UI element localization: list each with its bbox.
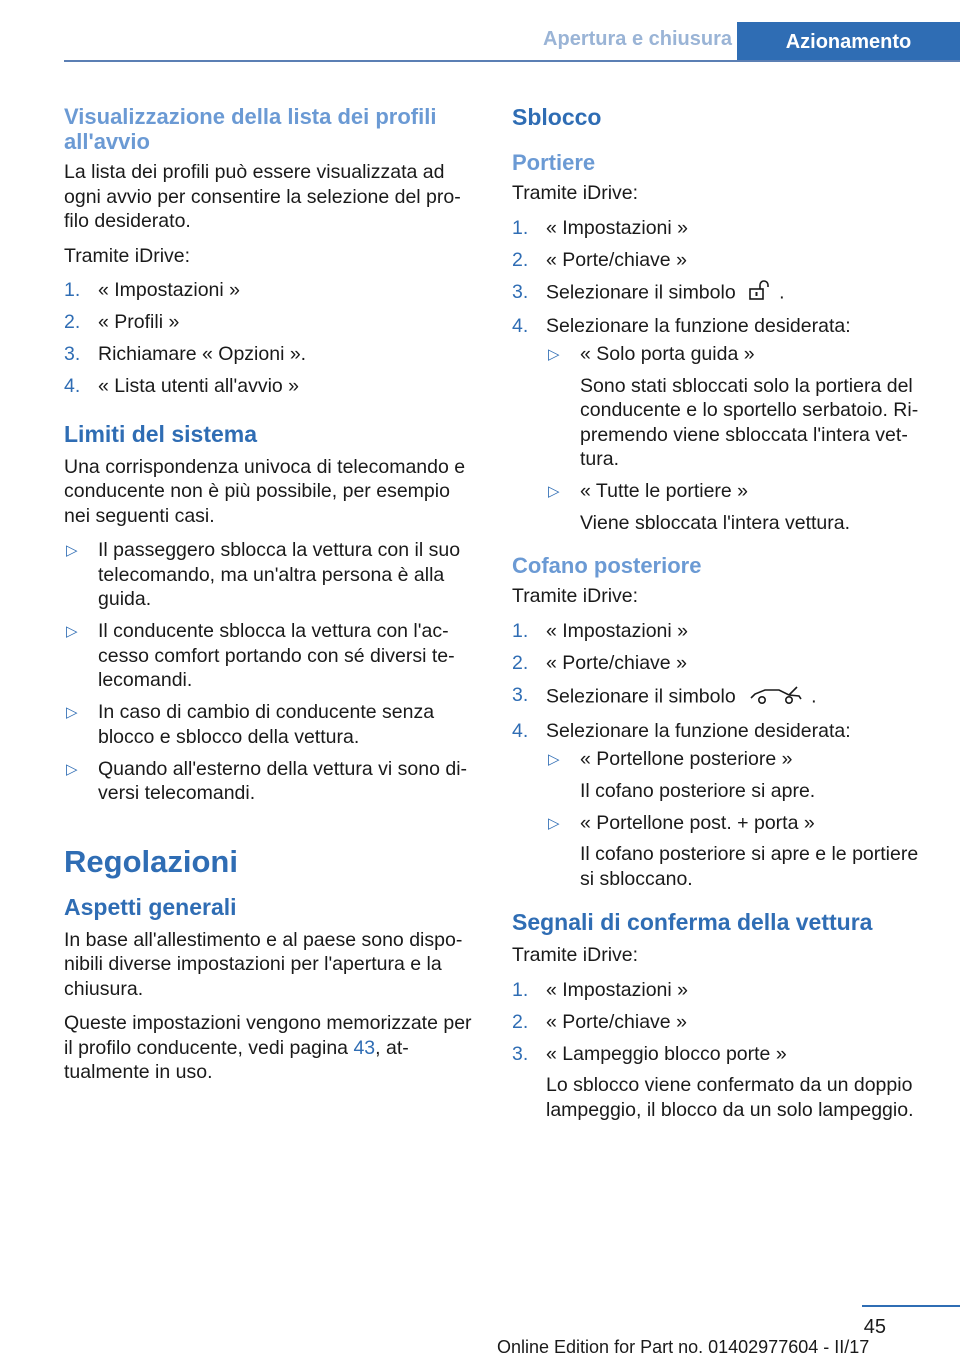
triangle-bullet-icon: ▷ bbox=[548, 814, 560, 832]
list-item: 4. Selezionare la funzione desiderata: ▷ « Solo porta guida » Sono stati sbloccati solo la portiera del conducente e lo sportello serbatoio. Ripremendo viene sbloccata l'intera vettura. ▷ « Tutte le portiere » Viene sbloccata l'intera vettura. bbox=[512, 314, 932, 536]
list-item: ▷ « Tutte le portiere » Viene sbloccata l'intera vettura. bbox=[548, 480, 851, 534]
triangle-bullet-icon: ▷ bbox=[66, 704, 78, 721]
header-rule bbox=[64, 60, 960, 62]
system-limits-bullets bbox=[64, 538, 476, 806]
chapter-tab[interactable]: Azionamento bbox=[737, 22, 960, 62]
list-item: 3. « Lampeggio blocco porte » Lo sblocco viene confermato da un doppio lampeggio, il blocco da un solo lampeggio. bbox=[512, 1042, 914, 1121]
list-item: ▷ « Solo porta guida » Sono stati sbloccati solo la portiera del conducente e lo sportello serbatoio. Ripremendo viene sbloccata l'intera vettura. bbox=[548, 343, 919, 470]
list-item: 2. « Profili » bbox=[64, 311, 180, 333]
profile-list-heading: Visualizzazione della lista dei profili all'avvio bbox=[64, 104, 437, 154]
list-item: 3. Selezionare il simbolo . bbox=[512, 683, 932, 712]
right-column bbox=[512, 104, 932, 1132]
unlock-heading: Sblocco bbox=[512, 104, 602, 130]
general-text-2: Queste impostazioni vengono memorizzate per il profilo conducente, vedi pagina 43, attualmente in uso. bbox=[64, 1012, 472, 1083]
triangle-bullet-icon: ▷ bbox=[548, 751, 560, 768]
system-limits-text: Una corrispondenza univoca di telecomando e conducente non è più possibile, per esempio nei seguenti casi. bbox=[64, 455, 466, 527]
profile-list-steps bbox=[64, 278, 476, 399]
list-item: ▷ Il conducente sblocca la vettura con l'accesso comfort portando con sé diversi telecomandi. bbox=[66, 620, 455, 691]
car-trunk-icon bbox=[749, 683, 803, 712]
edition-footer: Online Edition for Part no. 01402977604 - II/17 bbox=[497, 1337, 870, 1357]
profile-list-text: La lista dei profili può essere visualizzata ad ogni avvio per consentire la selezione del profilo desiderato. bbox=[64, 161, 461, 232]
trunk-options bbox=[546, 747, 932, 891]
list-item: ▷ In caso di cambio di conducente senza blocco e sblocco della vettura. bbox=[66, 701, 435, 748]
trunk-steps bbox=[512, 619, 932, 892]
section-tab[interactable]: Apertura e chiusura bbox=[543, 28, 732, 50]
list-item: 1. « Impostazioni » bbox=[64, 279, 240, 301]
doors-steps bbox=[512, 216, 932, 536]
doors-heading: Portiere bbox=[512, 150, 596, 175]
left-column bbox=[64, 104, 476, 1095]
triangle-bullet-icon: ▷ bbox=[66, 623, 78, 640]
list-item: ▷ Il passeggero sblocca la vettura con il suo telecomando, ma un'altra persona è alla guida. bbox=[66, 539, 461, 610]
list-item: ▷ Quando all'esterno della vettura vi sono diversi telecomandi. bbox=[66, 757, 468, 804]
page-header bbox=[0, 0, 960, 64]
doors-options bbox=[546, 342, 932, 535]
list-item: 2. « Porte/chiave » bbox=[512, 248, 687, 271]
list-item: 4. « Lista utenti all'avvio » bbox=[64, 375, 300, 397]
list-item: 4. Selezionare la funzione desiderata: ▷ « Portellone posteriore » Il cofano posteriore si apre. ▷ « Portellone post. + porta » Il cofano posteriore si apre e le portiere si sbloccano. bbox=[512, 719, 932, 892]
list-item: 3. Richiamare « Opzioni ». bbox=[64, 343, 307, 365]
list-item: 2. « Porte/chiave » bbox=[512, 1010, 687, 1033]
list-item: 3. Selezionare il simbolo . bbox=[512, 280, 932, 307]
list-item: ▷ « Portellone posteriore » Il cofano posteriore si apre. bbox=[548, 748, 816, 802]
profile-list-intro: Tramite iDrive: bbox=[64, 244, 191, 267]
trunk-heading: Cofano posteriore bbox=[512, 553, 702, 578]
page-link[interactable]: 43 bbox=[353, 1036, 376, 1059]
unlock-padlock-icon bbox=[749, 280, 771, 307]
triangle-bullet-icon: ▷ bbox=[548, 483, 560, 500]
trunk-intro: Tramite iDrive: bbox=[512, 585, 639, 607]
list-item: 1. « Impostazioni » bbox=[512, 216, 688, 239]
general-text: In base all'allestimento e al paese sono disponibili diverse impostazioni per l'apertura e la chiusura. bbox=[64, 928, 463, 1000]
confirm-steps bbox=[512, 978, 932, 1123]
general-heading: Aspetti generali bbox=[64, 893, 237, 920]
settings-heading: Regolazioni bbox=[64, 843, 238, 879]
confirm-intro: Tramite iDrive: bbox=[512, 944, 639, 966]
triangle-bullet-icon: ▷ bbox=[66, 542, 78, 559]
doors-intro: Tramite iDrive: bbox=[512, 182, 639, 204]
list-item: 1. « Impostazioni » bbox=[512, 619, 688, 642]
page-number: 45 bbox=[863, 1316, 886, 1338]
list-item: 1. « Impostazioni » bbox=[512, 978, 688, 1001]
system-limits-heading: Limiti del sistema bbox=[64, 420, 258, 447]
list-item: 2. « Porte/chiave » bbox=[512, 651, 687, 674]
confirm-heading: Segnali di conferma della vettura bbox=[512, 909, 873, 935]
triangle-bullet-icon: ▷ bbox=[548, 346, 560, 363]
footer-rule bbox=[862, 1305, 960, 1307]
triangle-bullet-icon: ▷ bbox=[66, 760, 78, 778]
list-item: ▷ « Portellone post. + porta » Il cofano posteriore si apre e le portiere si sbloccano. bbox=[548, 811, 919, 890]
